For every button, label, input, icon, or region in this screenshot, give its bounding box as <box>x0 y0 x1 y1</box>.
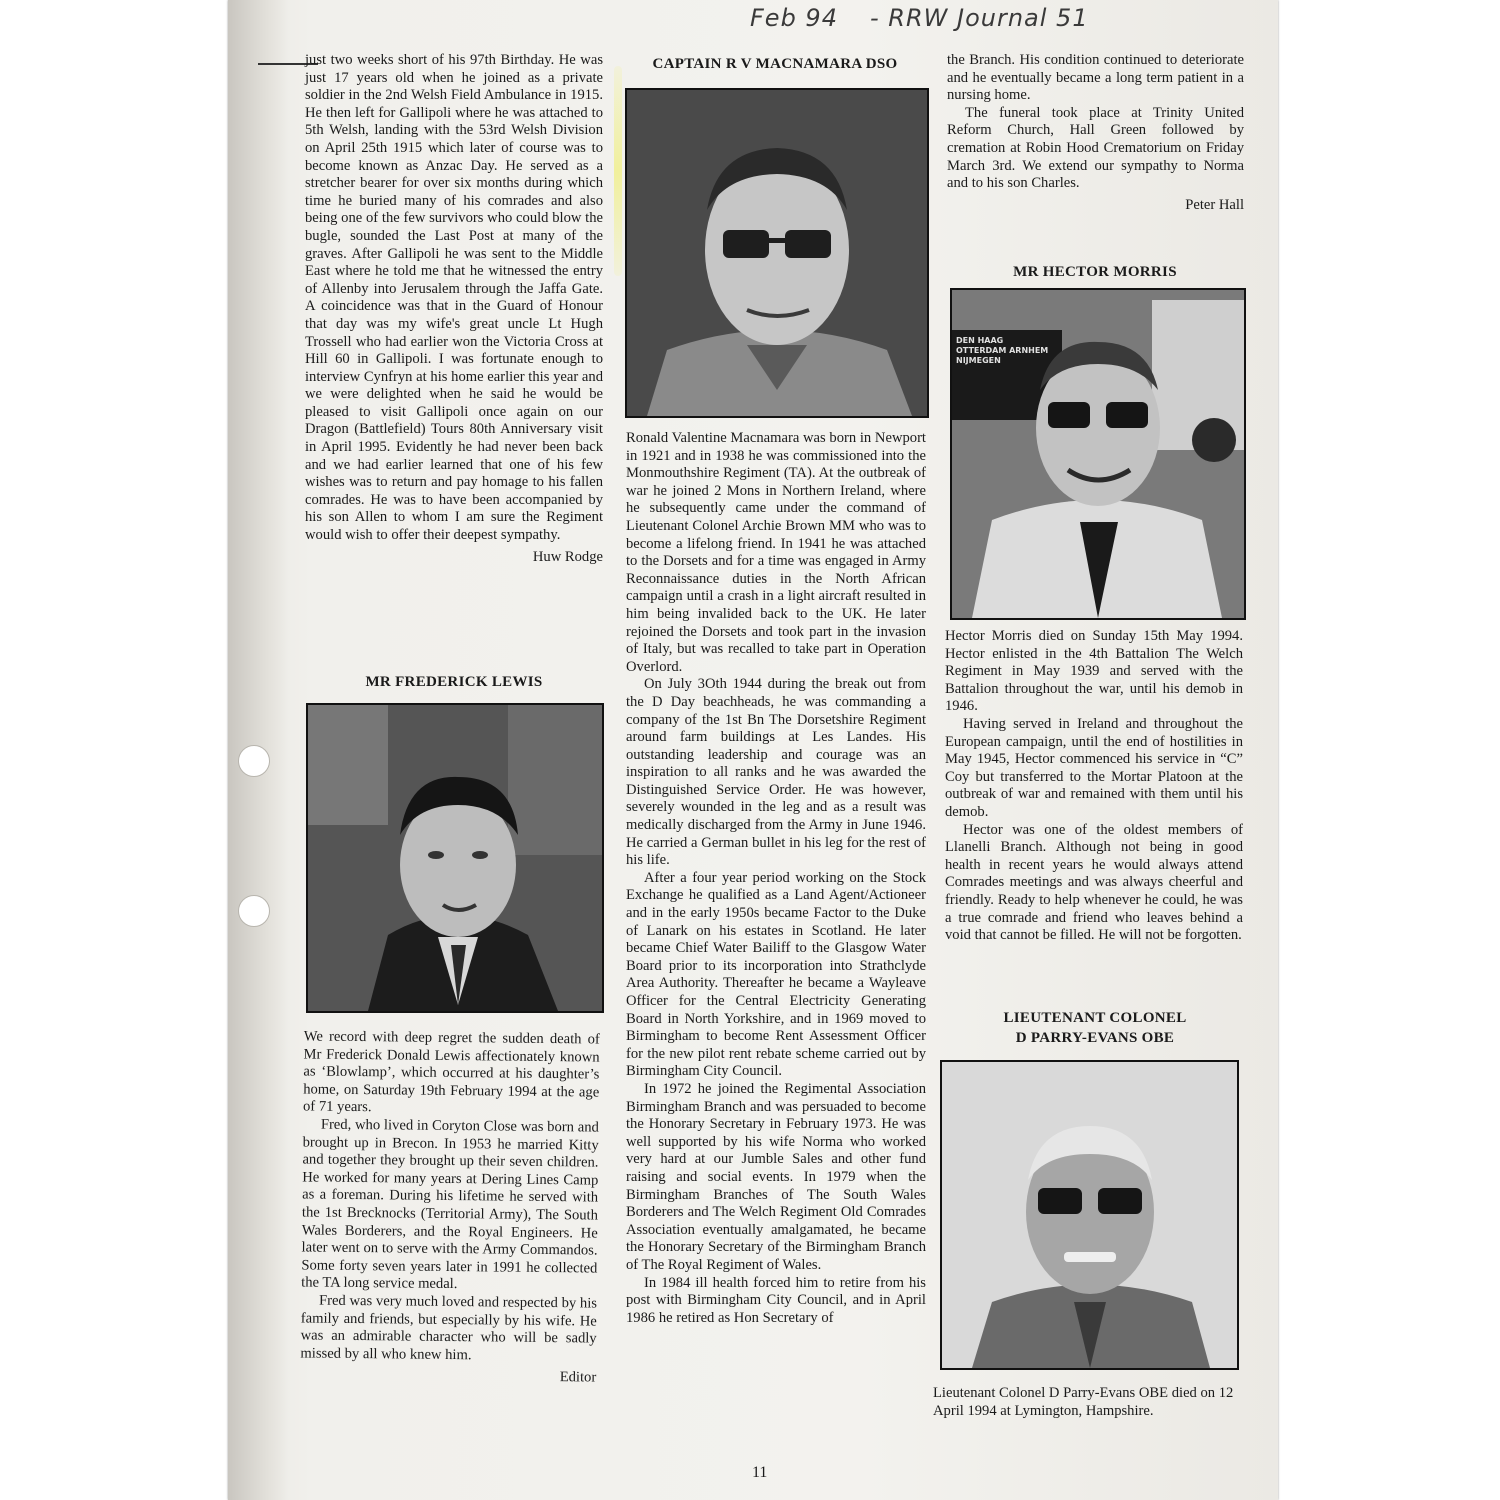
column3-signature: Peter Hall <box>1185 196 1244 213</box>
parry-evans-caption: Lieutenant Colonel D Parry-Evans OBE died on 12 April 1994 at Lymington, Hampshire. <box>933 1385 1234 1419</box>
highlighter-mark <box>614 66 622 276</box>
macnamara-heading: CAPTAIN R V MACNAMARA DSO <box>652 56 898 72</box>
lewis-obituary-text <box>300 1028 600 1387</box>
macnamara-photo <box>625 88 929 418</box>
lewis-paragraph: Fred, who lived in Coryton Close was born and brought up in Brecon. In 1953 he married Kitty and together they brought up their seven children. He worked for many years at Dering Lines Camp as a foreman. During his lifetime he served with the 1st Brecknocks (Territorial Army), The South Wales Borderers, and the Royal Engineers. He later went on to serve with the Army Commandos. Some forty seven years later in 1991 he collected the TA long service medal. <box>301 1116 599 1293</box>
macnamara-paragraph: In 1972 he joined the Regimental Association Birmingham Branch and was persuaded to become the Honorary Secretary in February 1973. He was well supported by his wife Norma who worked very hard at our Jumble Sales and other fund raising and social events. In 1979 when the Birmingham Branches of The South Wales Borderers and The Welch Regiment Old Comrades Association eventually amalgamated, he became the Honorary Secretary of the Birmingham Branch of The Royal Regiment of Wales. <box>626 1080 926 1273</box>
macnamara-obituary-text <box>626 430 926 1327</box>
column1-paragraph: just two weeks short of his 97th Birthday. He was just 17 years old when he joined as a private soldier in the 2nd Welsh Field Ambulance in 1915. He then left for Gallipoli where he was attached to 5th Welsh, landing with the 53rd Welsh Division on April 25th 1915 which later of course was to become known as Anzac Day. He served as a stretcher bearer for over six months during which time he buried many of his comrades and also being one of the few survivors who could blow the bugle, sounded the Last Post at many of the graves. After Gallipoli he was sent to the Middle East where he told me that he witnessed the entry of Allenby into Jerusalem through the Jaffa Gate. A coincidence was that in the Guard of Honour that day was my wife's great uncle Lt Hugh Trossell who had earlier won the Victoria Cross at Hill 60 in Gallipoli. I was fortunate enough to interview Cynfryn at his home earlier this year and we were delighted when he said he would be pleased to visit Gallipoli once again on our Dragon (Battlefield) Tours 80th Anniversary visit in April 1995. Evidently he had never been back and we had earlier learned that one of his few wishes was to return and pay homage to his fallen comrades. He was to have been accompanied by his son Allen to whom I am sure the Regiment would wish to offer their deepest sympathy. <box>305 52 603 544</box>
lewis-photo <box>306 703 604 1013</box>
lewis-portrait-image <box>308 705 602 1011</box>
handwritten-source: - RRW Journal 51 <box>870 4 1089 32</box>
morris-paragraph: Having served in Ireland and throughout the European campaign, until the end of hostilities in May 1945, Hector commenced his service in “C” Coy but transferred to the Mortar Platoon at the outbreak of war and remained with them until his demob. <box>945 715 1243 820</box>
parry-evans-heading-line1: LIEUTENANT COLONEL <box>1003 1010 1187 1026</box>
page-number: 11 <box>752 1464 768 1481</box>
morris-obituary-text <box>945 628 1243 945</box>
punch-hole-top <box>238 745 270 777</box>
parry-evans-heading <box>945 1008 1245 1048</box>
handwritten-date: Feb 94 <box>750 4 838 32</box>
lewis-paragraph: Fred was very much loved and respected by his family and friends, but especially by his wife. He was an admirable character who will be sadly missed by all who knew him. <box>300 1292 598 1363</box>
macnamara-paragraph: Ronald Valentine Macnamara was born in Newport in 1921 and in 1938 he was commissioned into the Monmouthshire Regiment (TA). At the outbreak of war he joined 2 Mons in Northern Ireland, where he subsequently came under the command of Lieutenant Colonel Archie Brown MM who was to become a lifelong friend. In 1941 he was attached to the Dorsets and for a time was engaged in Army Reconnaissance duties in the North African campaign until a crash in a light aircraft resulted in him being invalided back to the UK. He later rejoined the Dorsets and took part in the invasion of Italy, but was recalled to take part in Operation Overlord. <box>626 430 926 675</box>
morris-photo <box>950 288 1246 620</box>
parry-evans-heading-line2: D PARRY-EVANS OBE <box>1015 1030 1175 1046</box>
lewis-paragraph: We record with deep regret the sudden death of Mr Frederick Donald Lewis affectionately known as ‘Blowlamp’, which occurred at his daughter’s home, on Saturday 19th February 1994 at the age of 71 years. <box>302 1028 600 1116</box>
morris-paragraph: Hector was one of the oldest members of Llanelli Branch. Although not being in good health in recent years he would always attend Comrades meetings and was always cheerful and friendly. Ready to help whenever he could, he was a true comrade and friend who leaves behind a void that cannot be filled. He will not be forgotten. <box>945 821 1243 944</box>
column1-signature: Huw Rodge <box>532 548 603 565</box>
macnamara-paragraph: On July 3Oth 1944 during the break out from the D Day beachheads, he was commanding a company of the 1st Bn The Dorsetshire Regiment around farm buildings at Les Landes. His outstanding leadership and courage was an inspiration to all ranks and he was awarded the Distinguished Service Order. He was however, severely wounded in the leg and as a result was medically discharged from the Army in June 1946. He carried a German bullet in his leg for the rest of his life. <box>626 676 926 869</box>
lewis-signature: Editor <box>559 1369 597 1386</box>
punch-hole-bottom <box>238 895 270 927</box>
column3-continued-text <box>947 52 1244 214</box>
macnamara-paragraph: After a four year period working on the Stock Exchange he qualified as a Land Agent/Actioneer and in the early 1950s became Factor to the Duke of Lanark on his estates in Scotland. He later became Chief Water Bailiff to the Glasgow Water Board prior to its incorporation into Strathclyde Area Authority. Thereafter he became a Wayleave Officer for the Central Electricity Generating Board in North Yorkshire, and in 1969 moved to Birmingham to become Rent Assessment Officer for the new pilot rent rebate scheme carried out by Birmingham City Council. <box>626 869 926 1080</box>
morris-heading: MR HECTOR MORRIS <box>1013 264 1177 280</box>
macnamara-portrait-image <box>627 90 927 416</box>
column3-paragraph: The funeral took place at Trinity United Reform Church, Hall Green followed by cremation at Robin Hood Crematorium on Friday March 3rd. We extend our sympathy to Norma and to his son Charles. <box>947 104 1244 192</box>
column1-continued-obituary <box>305 52 603 566</box>
macnamara-paragraph: In 1984 ill health forced him to retire from his post with Birmingham City Council, and in April 1986 he retired as Hon Secretary of <box>626 1274 926 1326</box>
parry-evans-portrait-image <box>942 1062 1237 1368</box>
morris-photo-sign-text: DEN HAAG OTTERDAM ARNHEM NIJMEGEN <box>956 336 1049 365</box>
morris-paragraph: Hector Morris died on Sunday 15th May 1994. Hector enlisted in the 4th Battalion The Welch Regiment in May 1939 and served with the Battalion throughout the war, until his demob in 1946. <box>945 628 1243 715</box>
parry-evans-photo <box>940 1060 1239 1370</box>
lewis-heading: MR FREDERICK LEWIS <box>365 674 543 690</box>
column3-paragraph: the Branch. His condition continued to deteriorate and he eventually became a long term patient in a nursing home. <box>947 52 1244 104</box>
